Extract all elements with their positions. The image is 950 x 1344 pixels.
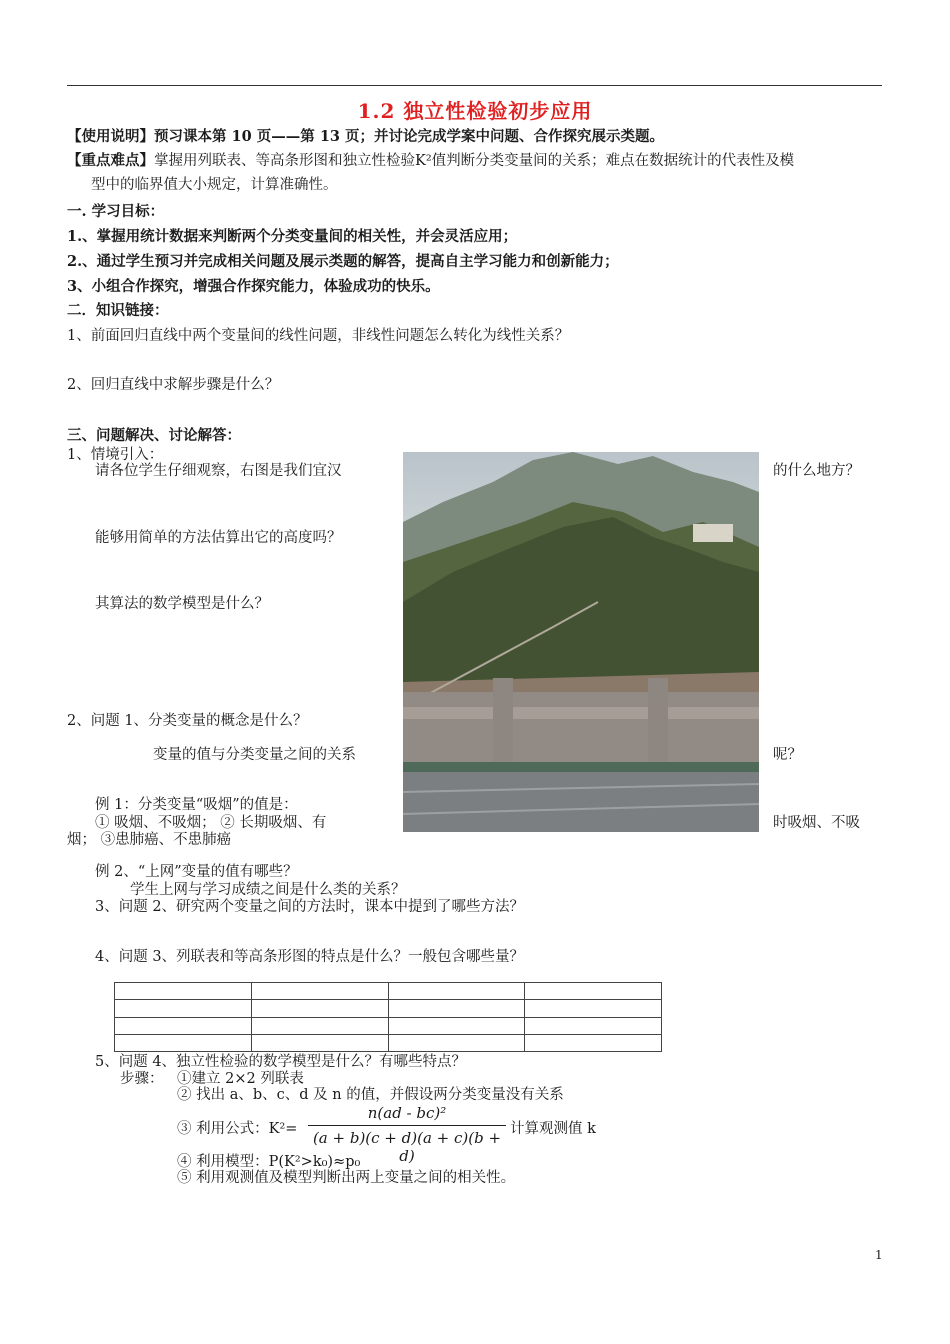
- formula-numerator: n(ad - bc)²: [308, 1104, 506, 1126]
- situation-text-left: 请各位学生仔细观察，右图是我们宜汉: [95, 463, 342, 479]
- table-cell: [525, 1000, 662, 1017]
- goal-item-3: 3、小组合作探究，增强合作探究能力，体验成功的快乐。: [67, 278, 440, 295]
- keypoints-text-1: 掌握用列联表、等高条形图和独立性检验K²值判断分类变量间的关系；难点在数据统计的代表性及模: [154, 153, 795, 169]
- step-2: ② 找出 a、b、c、d 及 n 的值，并假设两分类变量没有关系: [177, 1087, 564, 1103]
- usage-line: [67, 128, 664, 145]
- keypoints-text-2: 型中的临界值大小规定，计算准确性。: [91, 177, 338, 193]
- table-cell: [388, 983, 525, 1000]
- section1-heading: 一. 学习目标：: [67, 203, 165, 220]
- problem-2: 3、问题 2、研究两个变量之间的方法时，课本中提到了哪些方法？: [95, 899, 525, 915]
- link-question-2: 2、回归直线中求解步骤是什么？: [67, 377, 280, 393]
- problem-1-relation-right: 呢？: [773, 747, 802, 763]
- example-1-values-left: ① 吸烟、不吸烟； ② 长期吸烟、有: [95, 815, 327, 831]
- keypoints-line1: [67, 152, 794, 170]
- steps-label: 步骤：: [120, 1071, 164, 1087]
- link-question-1: 1、前面回归直线中两个变量间的线性问题，非线性问题怎么转化为线性关系？: [67, 328, 570, 344]
- table-cell: [525, 983, 662, 1000]
- example-2: 例 2、“上网”变量的值有哪些？: [95, 864, 298, 880]
- keypoints-label: 【重点难点】: [67, 152, 154, 169]
- problem-4: 5、问题 4、独立性检验的数学模型是什么？有哪些特点？: [95, 1054, 467, 1070]
- section2-heading: 二．知识链接：: [67, 302, 169, 319]
- example-1-values-right: 时吸烟、不吸: [773, 815, 860, 831]
- table-row: [115, 983, 662, 1000]
- model-question: 其算法的数学模型是什么？: [95, 596, 269, 612]
- example-1: 例 1：分类变量“吸烟”的值是：: [95, 797, 298, 813]
- table-cell: [115, 1034, 252, 1051]
- contingency-table-blank: [114, 982, 662, 1052]
- table-cell: [388, 1000, 525, 1017]
- page-number: 1: [875, 1248, 883, 1262]
- situation-text-right: 的什么地方？: [773, 463, 860, 479]
- header-rule: [67, 85, 882, 86]
- usage-label: 【使用说明】: [67, 128, 154, 145]
- step-4: ④ 利用模型：P(K²>k₀)≈p₀: [177, 1154, 361, 1170]
- table-cell: [525, 1034, 662, 1051]
- situation-intro: 1、情境引入：: [67, 447, 164, 463]
- section3-heading: 三、问题解决、讨论解答：: [67, 427, 241, 444]
- table-cell: [251, 1000, 388, 1017]
- goal-item-2: 2.、通过学生预习并完成相关问题及展示类题的解答，提高自主学习能力和创新能力；: [67, 253, 619, 270]
- usage-text: 预习课本第 10 页——第 13 页；并讨论完成学案中问题、合作探究展示类题。: [154, 128, 665, 145]
- scenery-photo: [403, 452, 759, 832]
- mountain-scene-image: [403, 452, 759, 832]
- table-row: [115, 1000, 662, 1017]
- table-cell: [251, 983, 388, 1000]
- height-question: 能够用简单的方法估算出它的高度吗？: [95, 530, 342, 546]
- problem-1: 2、问题 1、分类变量的概念是什么？: [67, 713, 308, 729]
- step-3-result: 计算观测值 k: [510, 1121, 596, 1137]
- table-cell: [115, 1017, 252, 1034]
- table-cell: [525, 1017, 662, 1034]
- problem-1-relation-left: 变量的值与分类变量之间的关系: [153, 747, 356, 763]
- problem-3: 4、问题 3、列联表和等高条形图的特点是什么？一般包含哪些量？: [95, 949, 525, 965]
- example-2-relation: 学生上网与学习成绩之间是什么类的关系？: [130, 882, 406, 898]
- table-cell: [115, 1000, 252, 1017]
- step-5: ⑤ 利用观测值及模型判断出两上变量之间的相关性。: [177, 1170, 516, 1186]
- formula-denominator: (a + b)(c + d)(a + c)(b + d): [312, 1129, 502, 1165]
- step-1: ①建立 2×2 列联表: [177, 1071, 304, 1087]
- goal-item-1: 1.、掌握用统计数据来判断两个分类变量间的相关性，并会灵活应用；: [67, 228, 518, 245]
- page-title: 1.2 独立性检验初步应用: [357, 99, 593, 123]
- example-1-values-line3: 烟； ③患肺癌、不患肺癌: [67, 832, 232, 848]
- step-3-label: ③ 利用公式：K²=: [177, 1121, 298, 1137]
- table-cell: [251, 1017, 388, 1034]
- table-cell: [251, 1034, 388, 1051]
- table-cell: [388, 1017, 525, 1034]
- table-row: [115, 1034, 662, 1051]
- table-cell: [115, 983, 252, 1000]
- table-row: [115, 1017, 662, 1034]
- table-cell: [388, 1034, 525, 1051]
